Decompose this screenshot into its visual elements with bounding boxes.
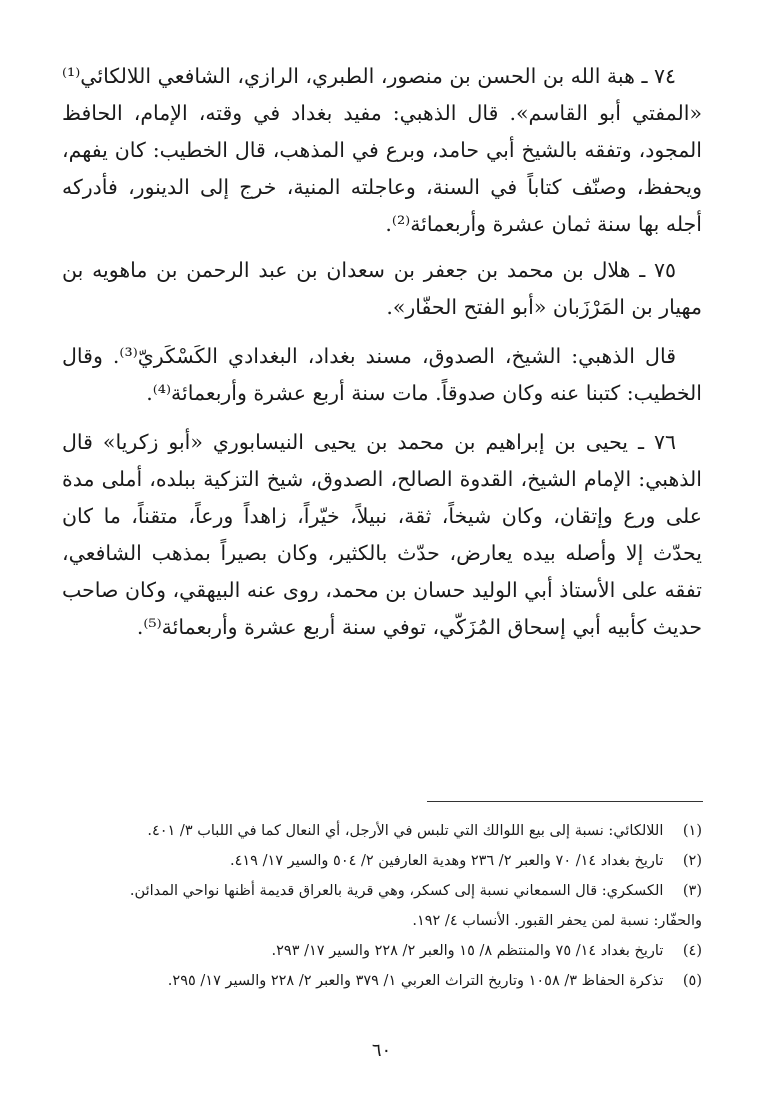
footnote-5 <box>62 966 702 996</box>
entry-75-dhahabi-paragraph: قال الذهبي: الشيخ، الصدوق، مسند بغداد، البغدادي الكَسْكَريّ⁽³⁾. وقال الخطيب: كتبنا عنه وكان صدوقاً. مات سنة أربع عشرة وأربعمائة⁽⁴⁾. <box>62 344 702 405</box>
footnote-4 <box>62 936 702 966</box>
footnote-text: تاريخ بغداد ١٤/ ٧٥ والمنتظم ٨/ ١٥ والعبر ٢/ ٢٢٨ والسير ١٧/ ٢٩٣. <box>271 943 664 959</box>
footnote-1 <box>62 816 702 846</box>
page-number: ٦٠ <box>371 1040 392 1061</box>
footnote-3 <box>62 876 702 906</box>
footnote-separator <box>427 801 703 802</box>
footnote-number: (١) <box>682 823 702 839</box>
main-text <box>62 58 702 655</box>
footnote-number: (٣) <box>682 883 702 899</box>
footnote-number: (٢) <box>682 853 702 869</box>
entry-75-paragraph: ٧٥ ـ هلال بن محمد بن جعفر بن سعدان بن عبد الرحمن بن ماهويه بن مهيار بن المَرْزَبان «أبو الفتح الحفّار». <box>62 258 702 319</box>
entry-76-paragraph: ٧٦ ـ يحيى بن إبراهيم بن محمد بن يحيى النيسابوري «أبو زكريا» قال الذهبي: الإمام الشيخ، القدوة الصالح، الصدوق، شيخ التزكية ببلده، أملى مدة على ورع وإتقان، وكان شيخاً، ثقة، نبيلاً، خيّراً، زاهداً ورعاً، متقناً، ما كان يحدّث إلا وأصله بيده يعارض، حدّث بالكثير، وكان بصيراً بمذهب الشافعي، تفقه على الأستاذ أبي الوليد حسان بن محمد، روى عنه البيهقي، وكان صاحب حديث كأبيه أبي إسحاق المُزَكّي، توفي سنة أربع عشرة وأربعمائة⁽⁵⁾. <box>62 430 702 639</box>
footnote-text: تاريخ بغداد ١٤/ ٧٠ والعبر ٢/ ٢٣٦ وهدية العارفين ٢/ ٥٠٤ والسير ١٧/ ٤١٩. <box>229 853 664 869</box>
entry-74-paragraph: ٧٤ ـ هبة الله بن الحسن بن منصور، الطبري، الرازي، الشافعي اللالكائي⁽¹⁾ «المفتي أبو القاسم». قال الذهبي: مفيد بغداد في وقته، الإمام، الحافظ المجود، وتفقه بالشيخ أبي حامد، وبرع في المذهب، قال الخطيب: كان يفهم، ويحفظ، وصنّف كتاباً في السنة، وعاجلته المنية، خرج إلى الدينور، فأدركه أجله بها سنة ثمان عشرة وأربعمائة⁽²⁾. <box>62 64 702 236</box>
footnotes <box>62 816 702 996</box>
footnote-number: (٥) <box>682 973 702 989</box>
footnote-text: اللالكائي: نسبة إلى بيع اللوالك التي تلبس في الأرجل، أي النعال كما في اللباب ٣/ ٤٠١. <box>147 823 664 839</box>
footnote-2 <box>62 846 702 876</box>
footnote-text: الكسكري: قال السمعاني نسبة إلى كسكر، وهي قرية بالعراق قديمة أظنها نواحي المدائن. <box>129 883 664 899</box>
footnote-text: تذكرة الحفاظ ٣/ ١٠٥٨ وتاريخ التراث العربي ١/ ٣٧٩ والعبر ٢/ ٢٢٨ والسير ١٧/ ٢٩٥. <box>167 973 664 989</box>
footnote-3-continuation: والحفّار: نسبة لمن يحفر القبور. الأنساب ٤/ ١٩٢. <box>412 913 702 929</box>
footnote-number: (٤) <box>682 943 702 959</box>
